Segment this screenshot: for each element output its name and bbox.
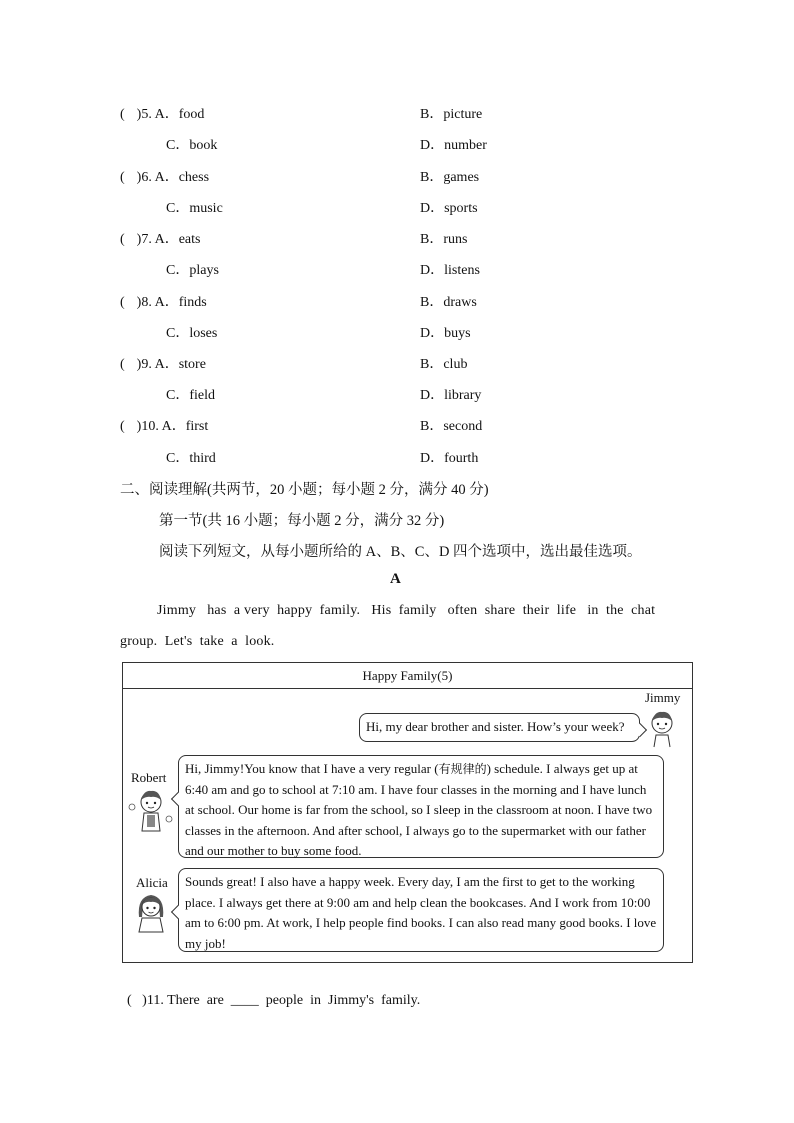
instruction: 阅读下列短文，从每小题所给的 A、B、C、D 四个选项中，选出最佳选项。 [159,544,642,560]
part-heading: 第一节(共 16 小题；每小题 2 分，满分 32 分) [159,513,445,529]
answer-paren-close: ) [136,107,142,122]
intro-line-1: Jimmy has a very happy family. His family often share their life in the chat [157,603,656,618]
question-number: 5. [141,107,152,122]
option-c: C．music [166,201,223,216]
question-number: 7. [141,232,152,247]
option-b: B．club [420,357,468,372]
answer-paren-open[interactable]: ( [127,993,132,1008]
answer-paren-close: ) [142,993,147,1008]
section-heading: 二、阅读理解(共两节，20 小题；每小题 2 分，满分 40 分) [120,482,489,498]
option-b: B．runs [420,232,468,247]
option-b: B．second [420,419,483,434]
robert-message-chinese: 有规律的 [438,762,487,776]
chat-group-box [122,662,693,963]
intro-line-2: group. Let's take a look. [120,634,275,649]
robert-avatar-icon [127,789,175,833]
option-d: D．fourth [420,451,479,466]
option-c: C．book [166,138,218,153]
option-b: B．draws [420,295,477,310]
robert-message [178,755,664,858]
jimmy-avatar-icon [647,709,677,749]
question-11 [120,977,420,1009]
question-number: 9. [141,357,152,372]
answer-paren-open[interactable]: ( [120,170,125,185]
option-d: D．sports [420,201,478,216]
jimmy-message [359,713,640,742]
question-8-row [120,291,207,311]
jimmy-message-text: Hi, my dear brother and sister. How’s your week? [366,719,625,734]
question-9-row [120,353,206,373]
answer-paren-open[interactable]: ( [120,357,125,372]
question-11-text: 11. There are ____ people in Jimmy's family. [146,993,421,1008]
answer-paren-close: ) [136,295,142,310]
option-a: A．eats [154,232,201,247]
question-6-row [120,166,209,186]
question-number: 6. [141,170,152,185]
option-d: D．number [420,138,487,153]
chat-title: Happy Family(5) [123,663,692,689]
alicia-avatar-icon [131,891,171,933]
answer-paren-open[interactable]: ( [120,295,125,310]
passage-label: A [390,571,401,587]
alicia-message-text: Sounds great! I also have a happy week. Every day, I am the first to get to the working place. I always get there at 9:00 am and help clean the bookcases. And I work from 10:00 am to 6:00 pm. At work, I help people find books. I can also read many good books. I love my job! [185,874,657,951]
option-a: A．food [154,107,205,122]
jimmy-name: Jimmy [645,690,681,705]
option-d: D．listens [420,263,480,278]
answer-paren-close: ) [136,357,142,372]
option-b: B．picture [420,107,483,122]
answer-paren-open[interactable]: ( [120,107,125,122]
option-c: C．loses [166,326,218,341]
option-d: D．library [420,388,482,403]
robert-message-text: Hi, Jimmy!You know that I have a very regular ( [185,761,439,776]
answer-paren-open[interactable]: ( [120,419,125,434]
option-a: A．chess [154,170,210,185]
question-7-row [120,228,200,248]
question-number: 10. [141,419,159,434]
option-c: C．field [166,388,215,403]
option-d: D．buys [420,326,471,341]
option-a: A．first [161,419,209,434]
alicia-message [178,868,664,952]
option-c: C．third [166,451,216,466]
option-a: A．finds [154,295,207,310]
question-10-row [120,415,208,435]
answer-paren-close: ) [136,232,142,247]
option-c: C．plays [166,263,219,278]
option-b: B．games [420,170,480,185]
alicia-name: Alicia [136,875,168,890]
option-a: A．store [154,357,206,372]
question-5-row [120,103,204,123]
robert-name: Robert [131,770,167,785]
answer-paren-close: ) [136,419,142,434]
answer-paren-open[interactable]: ( [120,232,125,247]
robert-message-text-2: ) schedule. I always get up at 6:40 am and go to school at 7:10 am. I have four classes in the morning and I have lunch at school. Our home is far from the school, so I sleep in the classroom at noon. I have two classes in the afternoon. And after school, I always go to the supermarket with our father and our mother to buy some food. [185,761,653,858]
answer-paren-close: ) [136,170,142,185]
question-number: 8. [141,295,152,310]
